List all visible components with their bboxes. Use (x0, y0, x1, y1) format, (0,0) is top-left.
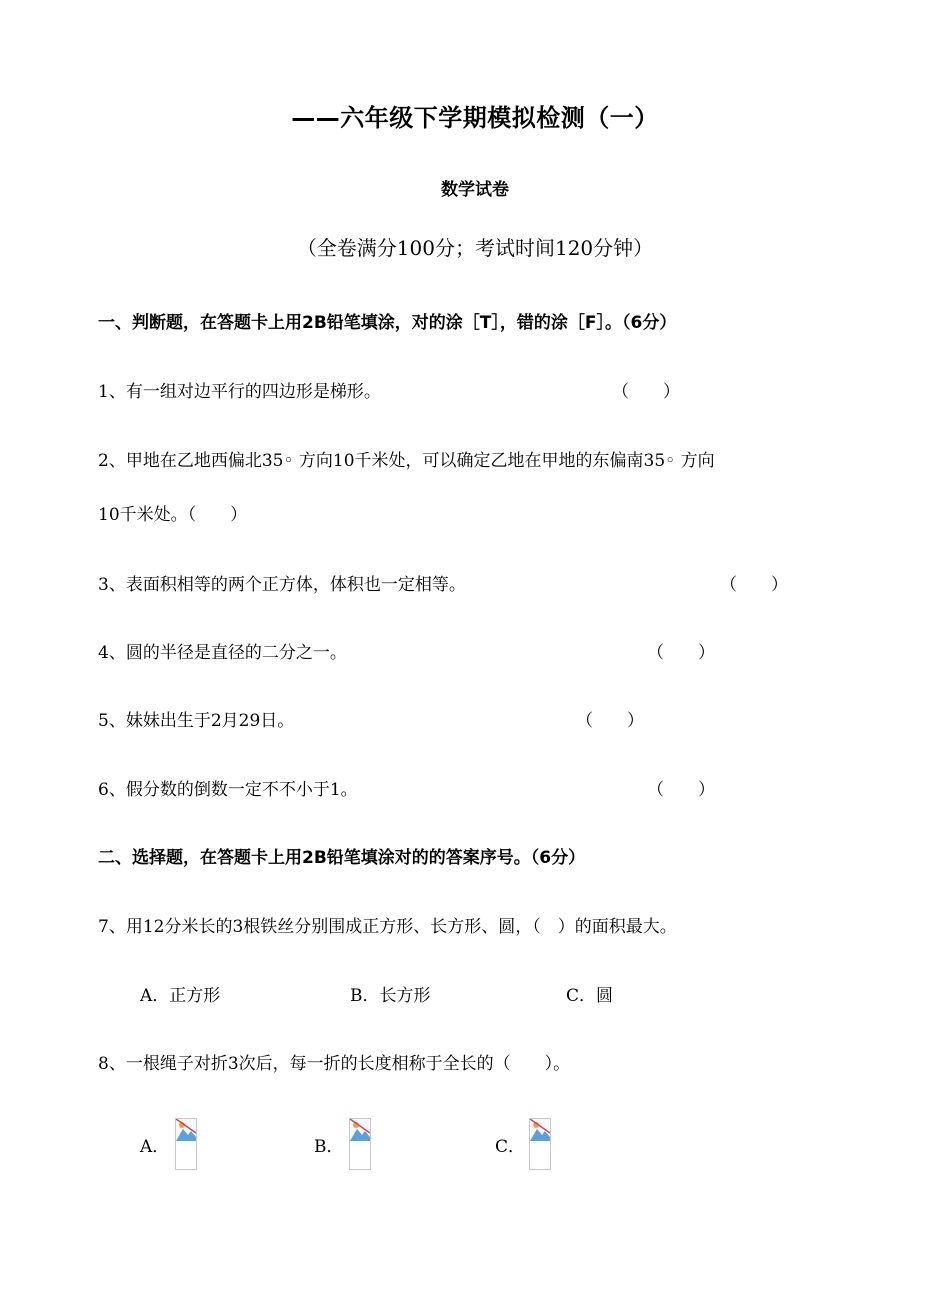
question-5-answer-parens: （ ） (576, 711, 644, 731)
question-7-option-a: A．正方形 (140, 986, 221, 1006)
question-6: 6、假分数的倒数一定不不小于1。 (98, 780, 358, 800)
broken-image-icon (529, 1118, 551, 1170)
question-7: 7、用12分米长的3根铁丝分别围成正方形、长方形、圆，（ ）的面积最大。 (98, 917, 677, 937)
section-1-heading: 一、判断题，在答题卡上用2B铅笔填涂，对的涂［T］，错的涂［F］。（6分） (98, 313, 677, 333)
question-8: 8、一根绳子对折3次后，每一折的长度相称于全长的（ ）。 (98, 1054, 571, 1074)
question-1: 1、有一组对边平行的四边形是梯形。 (98, 382, 381, 402)
page-subtitle: 数学试卷 (441, 180, 509, 200)
exam-note: （全卷满分100分；考试时间120分钟） (296, 236, 654, 260)
question-2-line-1: 2、甲地在乙地西偏北35◦ 方向10千米处，可以确定乙地在甲地的东偏南35◦ 方向 (98, 451, 715, 471)
section-2-heading: 二、选择题，在答题卡上用2B铅笔填涂对的的答案序号。（6分） (98, 848, 586, 868)
question-3: 3、表面积相等的两个正方体，体积也一定相等。 (98, 575, 466, 595)
question-2-line-2: 10千米处。（ ） (98, 505, 248, 525)
question-8-option-b: B． (314, 1137, 344, 1157)
question-7-option-c: C．圆 (566, 986, 614, 1006)
question-4: 4、圆的半径是直径的二分之一。 (98, 643, 347, 663)
question-1-answer-parens: （ ） (612, 382, 680, 402)
page-title: ——六年级下学期模拟检测（一） (291, 104, 659, 132)
broken-image-icon (175, 1118, 197, 1170)
question-6-answer-parens: （ ） (647, 780, 715, 800)
question-8-option-c: C． (495, 1137, 526, 1157)
question-8-option-a: A． (140, 1137, 170, 1157)
question-4-answer-parens: （ ） (647, 643, 715, 663)
question-5: 5、妹妹出生于2月29日。 (98, 711, 295, 731)
broken-image-icon (349, 1118, 371, 1170)
question-7-option-b: B．长方形 (350, 986, 431, 1006)
question-3-answer-parens: （ ） (720, 575, 788, 595)
